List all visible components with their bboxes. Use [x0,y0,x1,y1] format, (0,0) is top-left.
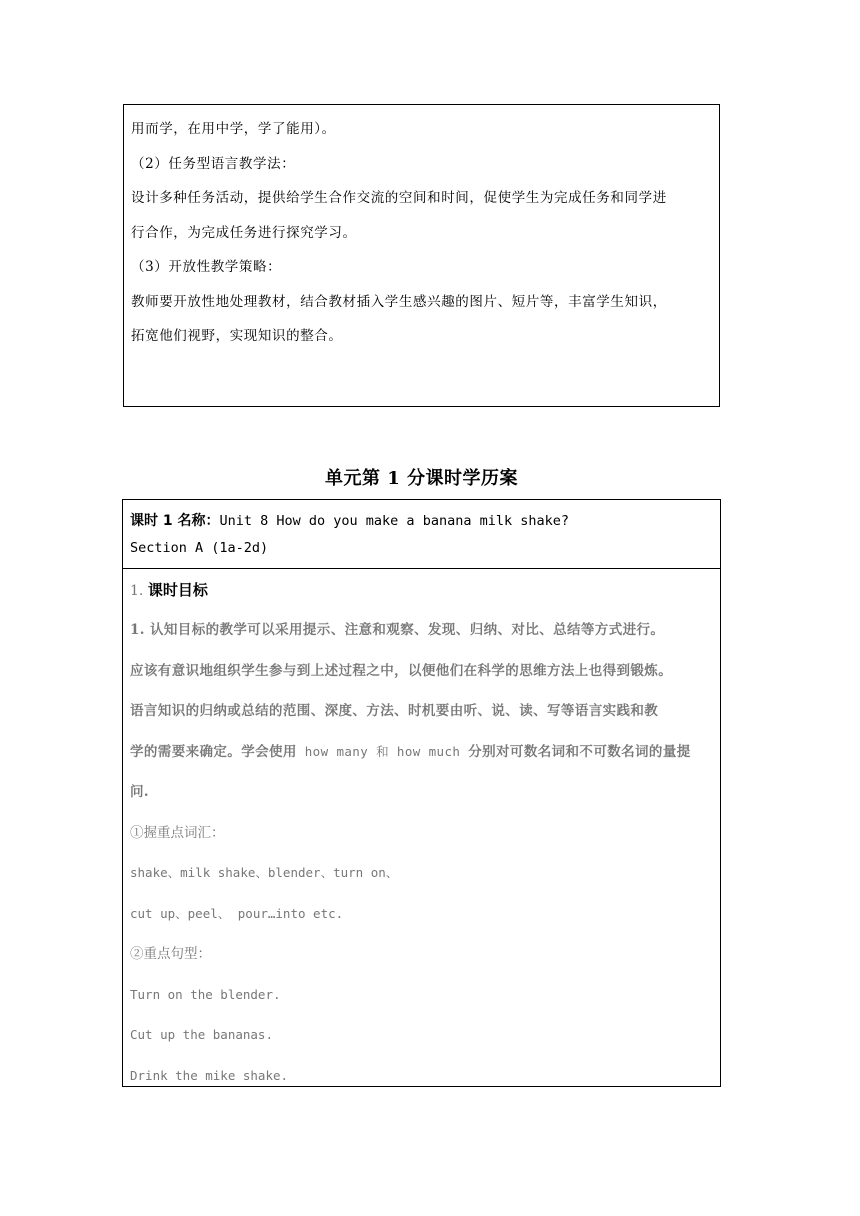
paragraph-line: 语言知识的归纳或总结的范围、深度、方法、时机要由听、说、读、写等语言实践和教 [130,703,659,719]
text-line: （3）开放性教学策略： [131,259,282,275]
lesson-section: Section A (1a-2d) [130,540,269,556]
goals-title: 课时目标 [147,581,208,599]
lesson-name-line [130,508,714,535]
sentence-line: Turn on the blender. [130,986,281,1002]
paragraph-line [130,732,714,773]
text-line: 教师要开放性地处理教材，结合教材插入学生感兴趣的图片、短片等，丰富学生知识， [131,293,667,310]
vocab-heading: ①握重点词汇： [130,824,225,841]
lesson-plan-table [122,499,721,1087]
paragraph-fragment: 学的需要来确定。学会使用 [130,743,297,760]
vocab-line: cut up、peel、 pour…into etc. [130,905,344,921]
goals-paragraph [130,610,714,813]
sentence-line: Cut up the bananas. [130,1027,273,1042]
text-line: 拓宽他们视野，实现知识的整合。 [131,328,343,344]
sentence-line: Drink the mike shake. [130,1067,289,1083]
goals-number: 1. [130,583,144,599]
paragraph-line: 问. [130,784,149,800]
text-line: 设计多种任务活动，提供给学生合作交流的空间和时间，促使学生为完成任务和同学进 [131,190,667,206]
teaching-methods-box [123,104,720,407]
vocab-line: shake、milk shake、blender、turn on、 [130,865,399,880]
paragraph-fragment: 分别对可数名词和不可数名词的量提 [468,743,691,760]
lesson-section-line [130,535,714,562]
lesson-name-label: 课时 1 名称： [130,513,220,529]
paragraph-fragment: how many 和 how much [296,743,469,759]
lesson-goals-cell [123,569,720,1096]
text-line: （2）任务型语言教学法： [131,155,296,172]
text-line: 行合作，为完成任务进行探究学习。 [131,224,357,241]
sentence-heading: ②重点句型： [130,946,211,962]
lesson-name-value: Unit 8 How do you make a banana milk shake? [219,513,569,529]
section-title: 单元第 1 分课时学历案 [324,468,519,489]
paragraph-line: 1. 认知目标的教学可以采用提示、注意和观察、发现、归纳、对比、总结等方式进行。 [130,622,665,638]
goals-heading [130,576,714,610]
lesson-name-cell [123,500,720,569]
paragraph-line: 应该有意识地组织学生参与到上述过程之中，以便他们在科学的思维方法上也得到锻炼。 [130,662,673,679]
text-line: 用而学，在用中学，学了能用）。 [131,121,336,137]
